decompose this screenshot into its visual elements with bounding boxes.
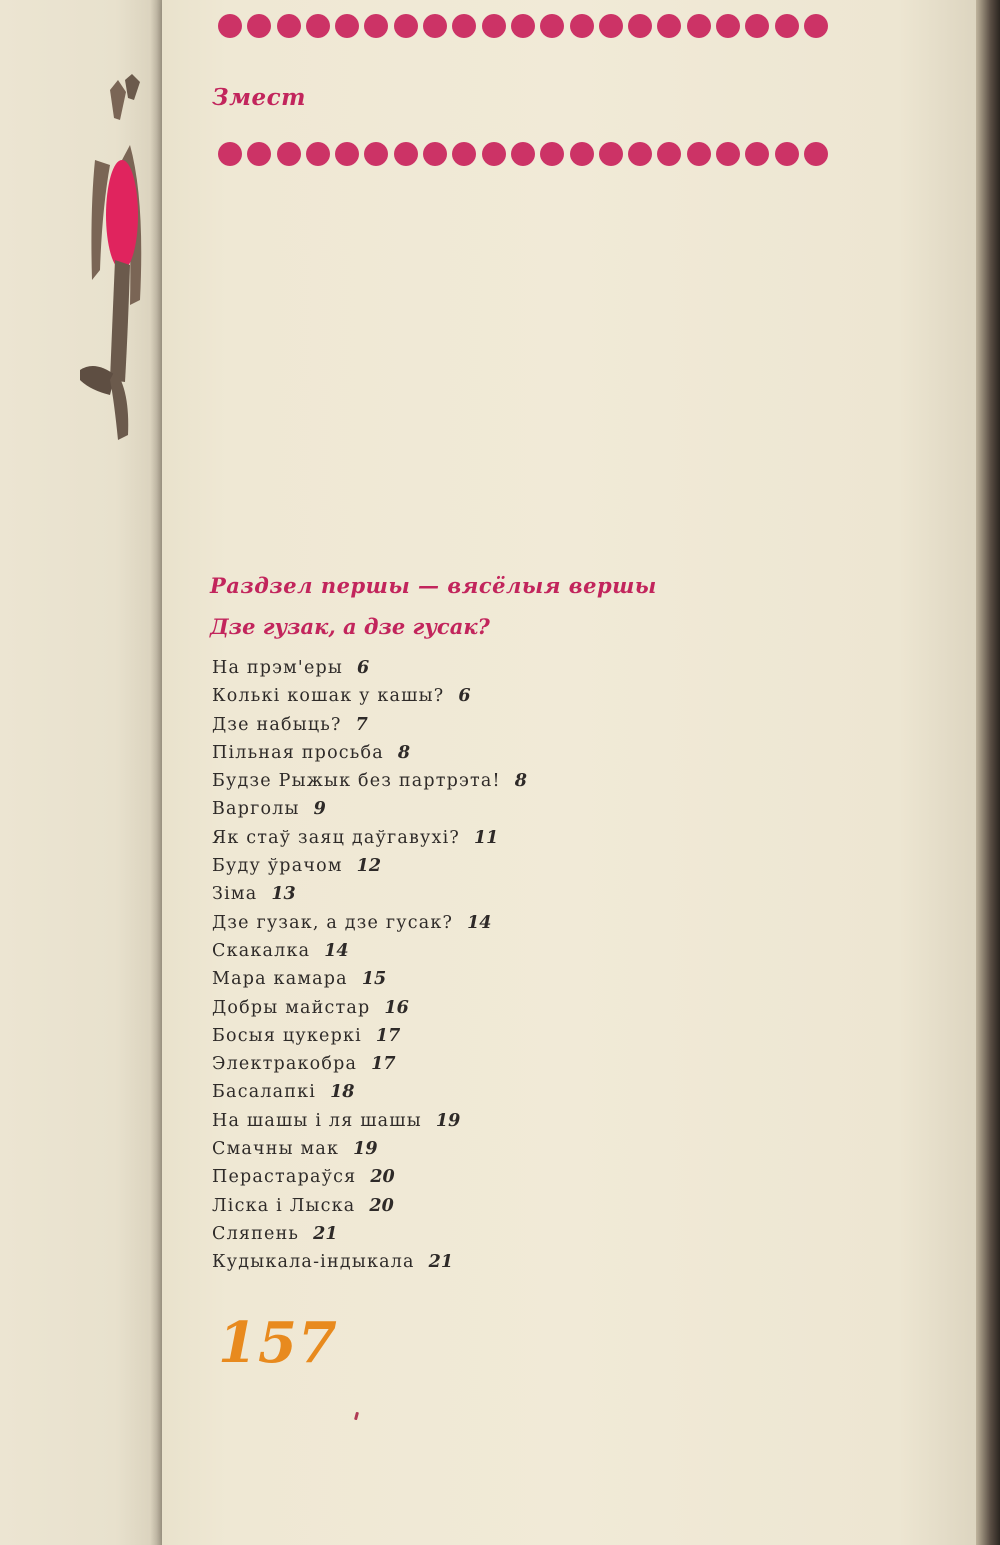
decorative-dot	[452, 142, 476, 166]
decorative-dot	[657, 142, 681, 166]
toc-entry-page: 8	[397, 742, 411, 763]
decorative-dot	[775, 142, 799, 166]
decorative-dot	[687, 142, 711, 166]
decorative-dot	[570, 14, 594, 38]
toc-entry-page: 6	[458, 686, 471, 707]
toc-entry[interactable]	[212, 852, 527, 880]
toc-entry-page: 13	[271, 884, 296, 905]
toc-entry[interactable]	[212, 767, 527, 795]
decorative-dots-top	[218, 14, 828, 38]
toc-entry-page: 12	[356, 856, 382, 877]
decorative-dot	[482, 14, 506, 38]
decorative-dot	[247, 14, 271, 38]
toc-entry-title: Зіма	[212, 884, 258, 905]
toc-entry-page: 21	[428, 1252, 454, 1273]
toc-entry[interactable]	[212, 965, 527, 993]
toc-entry-title: Пільная просьба	[212, 742, 384, 763]
decorative-dot	[423, 142, 447, 166]
decorative-dot	[306, 142, 330, 166]
decorative-dot	[394, 142, 418, 166]
toc-entry-page: 20	[370, 1167, 395, 1188]
decorative-dot	[335, 142, 359, 166]
decorative-dot	[775, 14, 799, 38]
toc-entry-page: 20	[369, 1195, 394, 1216]
rabbit-illustration	[70, 70, 160, 450]
toc-entry-page: 9	[313, 799, 326, 820]
toc-entry[interactable]	[212, 937, 527, 965]
decorative-dot	[540, 14, 564, 38]
toc-entry-page: 8	[514, 771, 527, 792]
page-number: 157	[218, 1310, 338, 1376]
decorative-dot	[364, 142, 388, 166]
toc-entry[interactable]	[212, 795, 527, 823]
toc-entry[interactable]	[212, 1220, 527, 1248]
toc-entry-title: Электракобра	[212, 1054, 358, 1075]
toc-entry-title: Варголы	[212, 799, 300, 820]
toc-entry-title: Скакалка	[212, 940, 311, 961]
section-heading: Раздзел першы — вясёлыя вершы	[210, 573, 657, 598]
decorative-dot	[218, 142, 242, 166]
decorative-dot	[716, 14, 740, 38]
decorative-dot	[687, 14, 711, 38]
toc-entry-page: 7	[355, 714, 368, 735]
toc-entry-title: Босыя цукеркі	[212, 1025, 362, 1046]
toc-entry[interactable]	[212, 1135, 527, 1163]
toc-entry[interactable]	[212, 1107, 527, 1135]
toc-entry-title: На прэм'еры	[212, 658, 344, 678]
decorative-dot	[599, 14, 623, 38]
toc-entry-title: Басалапкі	[212, 1082, 317, 1103]
toc-entry-page: 14	[324, 940, 349, 961]
decorative-dot	[599, 142, 623, 166]
contents-title: Змест	[212, 84, 306, 111]
decorative-dot	[482, 142, 506, 166]
toc-entry[interactable]	[212, 1163, 527, 1191]
toc-entry[interactable]	[212, 739, 527, 767]
decorative-dot	[570, 142, 594, 166]
toc-entry-page: 17	[371, 1054, 396, 1075]
toc-entry[interactable]	[212, 1022, 527, 1050]
toc-entry-page: 14	[467, 912, 492, 933]
decorative-dot	[511, 14, 535, 38]
left-page	[0, 0, 165, 1545]
decorative-dot	[452, 14, 476, 38]
toc-entry[interactable]	[212, 1248, 527, 1276]
decorative-dot	[218, 14, 242, 38]
decorative-dot	[745, 142, 769, 166]
toc-entry[interactable]	[212, 1192, 527, 1220]
toc-entry[interactable]	[212, 880, 527, 908]
toc-entry-page: 18	[330, 1082, 355, 1103]
toc-entry-title: Кудыкала-індыкала	[212, 1252, 415, 1273]
toc-list	[212, 654, 527, 1277]
toc-entry[interactable]	[212, 1050, 527, 1078]
toc-entry-title: На шашы і ля шашы	[212, 1110, 422, 1131]
page-edge	[976, 0, 1000, 1545]
toc-entry-title: Добры майстар	[212, 997, 371, 1018]
decorative-dot	[277, 14, 301, 38]
decorative-dot	[306, 14, 330, 38]
decorative-dot	[628, 142, 652, 166]
toc-entry-page: 6	[357, 658, 370, 678]
toc-entry-title: Мара камара	[212, 969, 348, 990]
decorative-dot	[423, 14, 447, 38]
decorative-dot	[804, 142, 828, 166]
toc-entry[interactable]	[212, 682, 527, 710]
toc-entry-title: Дзе гузак, а дзе гусак?	[212, 912, 454, 933]
decorative-dot	[716, 142, 740, 166]
decorative-dot	[804, 14, 828, 38]
subsection-heading: Дзе гузак, а дзе гусак?	[210, 614, 490, 639]
toc-entry-title: Буду ўрачом	[212, 856, 343, 877]
decorative-dot	[540, 142, 564, 166]
toc-entry-page: 19	[435, 1110, 461, 1131]
toc-entry-title: Дзе набыць?	[212, 714, 342, 735]
toc-entry[interactable]	[212, 994, 527, 1022]
decorative-dot	[657, 14, 681, 38]
toc-entry[interactable]	[212, 711, 527, 739]
decorative-dot	[247, 142, 271, 166]
decorative-dot	[277, 142, 301, 166]
toc-entry-title: Смачны мак	[212, 1139, 340, 1160]
toc-entry[interactable]	[212, 824, 527, 852]
toc-entry-title: Колькі кошак у кашы?	[212, 686, 445, 707]
decorative-dot	[745, 14, 769, 38]
toc-entry-page: 16	[384, 997, 409, 1018]
decorative-dot	[364, 14, 388, 38]
decorative-dot	[511, 142, 535, 166]
decorative-dot	[335, 14, 359, 38]
decorative-dots-bottom	[218, 142, 828, 166]
decorative-dot	[628, 14, 652, 38]
decorative-dot	[394, 14, 418, 38]
toc-entry-title: Будзе Рыжык без партрэта!	[212, 771, 501, 792]
toc-entry-title: Ліска і Лыска	[212, 1195, 356, 1216]
toc-entry-page: 19	[353, 1139, 378, 1160]
toc-entry[interactable]	[212, 654, 527, 682]
toc-entry-title: Перастараўся	[212, 1167, 357, 1188]
toc-entry-title: Сляпень	[212, 1223, 300, 1244]
toc-entry[interactable]	[212, 1078, 527, 1106]
toc-entry[interactable]	[212, 909, 527, 937]
toc-entry-page: 11	[473, 827, 499, 848]
toc-entry-page: 21	[313, 1223, 338, 1244]
toc-entry-page: 15	[361, 969, 387, 990]
toc-entry-page: 17	[375, 1025, 401, 1046]
toc-entry-title: Як стаў заяц даўгавухі?	[212, 827, 460, 848]
